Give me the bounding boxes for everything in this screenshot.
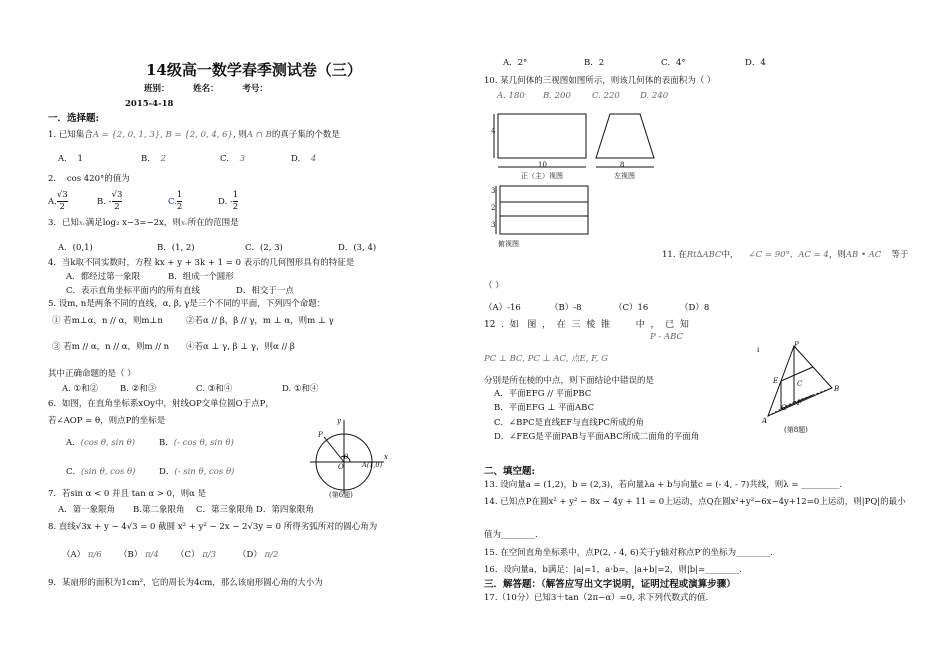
- q12-option-b: B．平面EFG ⊥ 平面ABC: [494, 403, 595, 413]
- q11-paren: （ ）: [484, 281, 504, 291]
- q12-option-c: C．∠BPC是直线EF与直线PC所成的角: [494, 418, 644, 428]
- q1-stem: 1. 已知集合A = {2, 0, 1, 3}, B = {2, 0, 4, 6}, 则A ∩ B的真子集的个数是: [48, 130, 340, 140]
- q12-condition: PC ⊥ BC, PC ⊥ AC, 点E, F, G: [484, 354, 608, 364]
- exam-date: 2015-4-18: [125, 99, 174, 109]
- q10-option-c: C. 220: [592, 91, 620, 101]
- fig8-caption: (第8题): [784, 426, 808, 434]
- q11-option-d: （D）8: [680, 303, 710, 313]
- top-label-1: 3: [491, 187, 496, 195]
- q8-option-c: （C） π/3: [176, 550, 217, 560]
- q9-option-a: A．2°: [503, 58, 528, 68]
- fig6-label-y: y: [337, 417, 341, 425]
- q5-option-c: C. ③和④: [196, 384, 233, 394]
- q2-stem: 2. cos 420°的值为: [48, 174, 130, 184]
- q5-proposition-4: ④若α ⊥ γ, β ⊥ γ，则α // β: [186, 342, 295, 352]
- q10-option-a: A. 180: [497, 91, 525, 101]
- front-height-label: 4: [491, 127, 496, 135]
- q3-stem: 3．已知x₀满足log₂ x−3=−2x，则x₀所在的范围是: [48, 218, 239, 228]
- q5-proposition-3: ③ 若m // α，n // α，则m // n: [52, 342, 170, 352]
- q9-option-c: C．4°: [661, 58, 686, 68]
- q2-option-a: A. $\frac{√3}{2}$: [48, 190, 68, 212]
- q5-option-a: A. ①和②: [62, 384, 99, 394]
- fig8-top-mark: i: [757, 346, 760, 354]
- fig8-label-f: F: [797, 399, 802, 407]
- q5-proposition-1: ① 若m⊥α，n // α，则m⊥n: [52, 316, 163, 326]
- q8-option-d: （D） π/2: [238, 550, 279, 560]
- q4-option-d: D．相交于一点: [236, 286, 294, 296]
- top-view-caption: 俯视图: [498, 240, 519, 248]
- q6-option-b: B．(- cos θ, sin θ): [159, 438, 234, 448]
- q4-option-c: C．表示直角坐标平面内的所有直线: [66, 286, 201, 296]
- q3-option-d: D．(3, 4): [338, 243, 377, 253]
- q6-option-c: C．(sin θ, cos θ): [66, 467, 136, 477]
- q1-option-d: D. 4: [291, 154, 317, 164]
- section-choice-heading: 一．选择题:: [48, 113, 100, 124]
- q15-text: 15. 在空间直角坐标系中，点P(2, - 4, 6)关于y轴对称点P′的坐标为________.: [484, 548, 773, 558]
- q11-option-a: （A）-16: [484, 303, 521, 313]
- q16-text: 16．设向量a，b满足：|a|=1，a·b=，|a+b|=2，则|b|=________.: [484, 565, 742, 575]
- q3-option-a: A．(0,1): [58, 243, 93, 253]
- q12-option-a: A．平面EFG // 平面PBC: [494, 389, 592, 399]
- q6-option-d: D．(- sin θ, cos θ): [159, 467, 235, 477]
- student-fields: 班别： 姓名： 考号：: [144, 84, 268, 94]
- q7-option-c: C．第三象限角: [196, 505, 254, 515]
- q8-option-a: （A） π/6: [62, 550, 102, 560]
- q6-option-a: A．(cos θ, sin θ): [66, 438, 136, 448]
- top-label-3: 3: [491, 221, 496, 229]
- front-width-label: 10: [538, 161, 547, 169]
- q5-question: 其中正确命题的是（ ）: [48, 369, 136, 379]
- q14-stem: 14. 已知点P在圆x² + y² − 8x − 4y + 11 = 0上运动，点Q在圆x²+y²−6x−4y+12=0上运动，则|PQ|的最小: [484, 497, 906, 507]
- fig6-label-a: A(1,0): [362, 461, 383, 469]
- q5-proposition-2: ②若α // β，β // γ，m ⊥ α，则m ⊥ γ: [186, 316, 334, 326]
- side-view-caption: 左视图: [614, 172, 635, 180]
- three-view-side: [596, 112, 656, 174]
- q1-option-c: C. 3: [220, 154, 246, 164]
- fig6-label-p: P: [318, 431, 323, 439]
- q2-option-b: B. - $\frac{√3}{2}$: [97, 190, 123, 212]
- q6-stem-2: 若∠AOP = θ，则点P的坐标是: [48, 416, 166, 426]
- q3-option-b: B．(1, 2): [157, 243, 195, 253]
- q11-option-b: （B）-8: [550, 303, 582, 313]
- q8-stem: 8. 直线√3x + y − 4√3 = 0 截圆 x² + y² − 2x − 2√3y = 0 所得劣弧所对的圆心角为: [48, 522, 378, 532]
- q12-question: 分别是所在棱的中点，则下面结论中错误的是: [484, 376, 655, 386]
- q10-option-d: D. 240: [640, 91, 669, 101]
- q13-text: 13. 设向量a = (1,2)，b = (2,3)，若向量λa + b与向量c = (- 4, - 7)共线，则λ = _________.: [484, 480, 843, 490]
- q5-option-d: D. ①和④: [282, 384, 319, 394]
- side-width-label: 8: [620, 161, 625, 169]
- q9-option-b: B．2: [584, 58, 605, 68]
- q12-pabc: P - ABC: [650, 332, 684, 342]
- q7-stem: 7．若sin α < 0 并且 tan α > 0，则α 是: [48, 489, 207, 499]
- q11-option-c: （C）16: [614, 303, 649, 313]
- q12-option-d: D．∠FEG是平面PAB与平面ABC所成二面角的平面角: [494, 432, 700, 442]
- q4-stem: 4．当k取不同实数时，方程 kx + y + 3k + 1 = 0 表示的几何图形具有的特征是: [48, 258, 355, 268]
- fig8-label-p: P: [794, 341, 799, 349]
- q2-option-c: C. $\frac{1}{2}$: [168, 190, 183, 212]
- fig6-label-theta: θ: [344, 453, 349, 461]
- fig6-label-x: x: [384, 453, 388, 461]
- three-view-top: [490, 184, 590, 240]
- top-label-2: 2: [491, 204, 496, 212]
- section-solve-heading: 三．解答题：（解答应写出文字说明，证明过程或演算步骤）: [484, 579, 736, 590]
- fig8-label-b: B: [834, 385, 840, 393]
- q10-stem: 10. 某几何体的三视图如图所示，则该几何体的表面积为（ ）: [484, 76, 716, 86]
- fig8-label-e: E: [773, 377, 779, 385]
- q6-stem: 6．如图，在直角坐标系xOy中，射线OP交单位圆O于点P，: [48, 399, 274, 409]
- q12-stem: 12 . 如 图 ， 在 三 棱 锥 中 ， 已 知: [484, 320, 689, 330]
- q8-option-b: （B） π/4: [119, 550, 159, 560]
- q7-option-d: D．第四象限角: [256, 505, 314, 515]
- page-title: 14级高一数学春季测试卷（三）: [146, 61, 362, 79]
- q10-option-b: B. 200: [543, 91, 571, 101]
- q9-option-d: D．4: [745, 58, 766, 68]
- front-view-caption: 正（主）视图: [521, 172, 563, 180]
- q4-option-b: B．组成一个圆形: [168, 272, 234, 282]
- fig8-label-a: A: [762, 417, 768, 425]
- q14-tail: 值为________.: [484, 530, 538, 540]
- q1-option-b: B. 2: [141, 154, 167, 164]
- q7-option-b: B.第二象限角: [133, 505, 185, 515]
- q5-stem: 5. 设m, n是两条不同的直线，α, β, γ是三个不同的平面，下列四个命题：: [48, 299, 326, 309]
- q11-stem: 11. 在Rt∆ABC中， ∠C = 90°，AC = 4，则AB • AC 等于: [662, 250, 909, 260]
- fig8-label-c: C: [797, 380, 803, 388]
- q5-option-b: B. ②和③: [120, 384, 157, 394]
- fig6-label-o: O: [338, 463, 344, 471]
- q2-option-d: D. - $\frac{1}{2}$: [218, 190, 239, 212]
- q9-stem: 9．某扇形的面积为1cm²，它的周长为4cm，那么该扇形圆心角的大小为: [48, 578, 323, 588]
- q3-option-c: C．(2, 3): [245, 243, 283, 253]
- fig8-label-g: G: [781, 404, 787, 412]
- q7-option-a: A．第一象限角: [58, 505, 116, 515]
- q4-option-a: A．都经过第一象限: [66, 272, 141, 282]
- q1-option-a: A. 1: [58, 154, 83, 164]
- section-fill-heading: 二、填空题:: [484, 466, 536, 477]
- q17-text: 17.（10分）已知3＋tan（2π−α）=0, 求下列代数式的值.: [484, 593, 709, 603]
- fig6-caption: (第6题): [329, 491, 353, 499]
